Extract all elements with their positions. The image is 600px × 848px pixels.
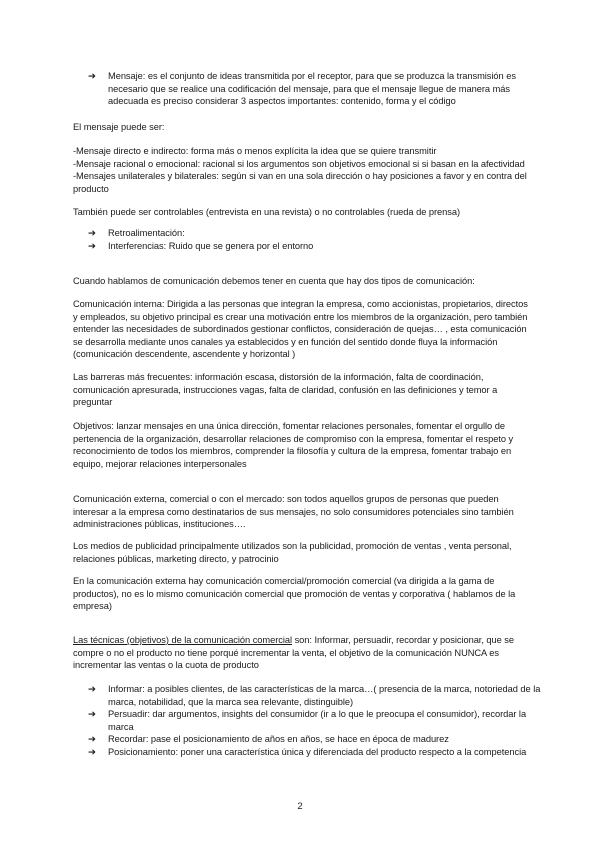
comunicacion-comercial: En la comunicación externa hay comunicación comercial/promoción comercial (va dirigida a la gama de productos), no es lo mismo comunicación comercial que promoción de ventas y corporativa ( hablamos de la empresa) — [73, 576, 516, 612]
arrow-icon: ➔ — [88, 240, 96, 251]
barreras: Las barreras más frecuentes: información escasa, distorsión de la información, falta de coordinación, comunicación apresurada, instrucciones vagas, falta de claridad, confusión en las definiciones y temor a preguntar — [73, 372, 498, 408]
bullet-informar — [88, 683, 548, 708]
page-number: 2 — [297, 801, 303, 812]
bullet-persuadir — [88, 708, 548, 733]
bullet-retroalimentacion — [88, 227, 548, 240]
bullet-text: Recordar: pase el posicionamiento de años en años, se hace en época de madurez — [108, 734, 449, 745]
objetivos: Objetivos: lanzar mensajes en una única dirección, fomentar relaciones personales, fomentar el orgullo de pertenencia de la organización, desarrollar relaciones de compromiso con la empresa, fomentar el respeto y reconocimiento de todos los miembros, comprender la filosofía y cultura de la empresa, fomentar trabajo en equipo, mejorar relaciones interpersonales — [73, 421, 514, 469]
bullet-text: Persuadir: dar argumentos, insights del consumidor (ir a lo que le preocupa el consumidor), recordar la marca — [108, 709, 527, 732]
arrow-icon: ➔ — [88, 734, 96, 745]
medios: Los medios de publicidad principalmente utilizados son la publicidad, promoción de ventas , venta personal, relaciones públicas, marketing directo, y patrocinio — [73, 541, 512, 564]
tipo-mensaje-unilateral: -Mensajes unilaterales y bilaterales: según si van en una sola dirección o hay posiciones a favor y en contra del producto — [73, 171, 527, 194]
bullet-recordar — [88, 733, 548, 746]
dos-tipos: Cuando hablamos de comunicación debemos tener en cuenta que hay dos tipos de comunicación: — [73, 276, 475, 286]
bullet-interferencias — [88, 240, 548, 253]
bullet-text: : es el conjunto de ideas transmitida por el receptor, para que se produzca la transmisión es necesario que se realice una codificación del mensaje, para que el mensaje llegue de manera más adecuada es preciso considerar 3 aspectos importantes: contenido, forma y el código — [108, 71, 516, 107]
tipo-mensaje-racional: -Mensaje racional o emocional: racional si los argumentos son objetivos emocional si si basan en la afectividad — [73, 158, 525, 169]
arrow-icon: ➔ — [88, 747, 96, 757]
arrow-icon: ➔ — [88, 71, 96, 81]
bullet-text: Interferencias: Ruido que se genera por el entorno — [108, 240, 314, 251]
tecnicas-title: Las técnicas (objetivos) de la comunicación comercial — [73, 635, 293, 645]
bullet-text: Retroalimentación: — [108, 228, 185, 238]
bullet-mensaje — [88, 70, 548, 108]
bullet-label: Mensaje — [108, 71, 143, 81]
comunicacion-externa: Comunicación externa, comercial o con el mercado: son todos aquellos grupos de personas que pueden interesar a la empresa como destinatarios de sus mensajes, no solo consumidores potenciales sino también administraciones públicas, instituciones…. — [73, 494, 514, 530]
controlables: También puede ser controlables (entrevista en una revista) o no controlables (rueda de prensa) — [73, 207, 461, 217]
mensaje-puede-ser: El mensaje puede ser: — [73, 122, 165, 132]
comunicacion-interna: Comunicación interna: Dirigida a las personas que integran la empresa, como accionistas, propietarios, directos y empleados, su objetivo principal es crear una motivación entre los miembros de la organización, pero también entender las necesidades de subordinados gestionar conflictos, consideración de quejas… , esta comunicación se desarrolla mediante unos canales ya establecidos y en función del sentido donde fluya la información (comunicación descendente, ascendente y horizontal ) — [73, 299, 528, 360]
tecnicas-rest: son: Informar, persuadir, recordar y posicionar, que se compre o no el producto no tiene porqué incrementar la venta, el objetivo de la comunicación NUNCA es incrementar las ventas o la cuota de producto — [73, 635, 515, 671]
tipo-mensaje-directo: -Mensaje directo e indirecto: forma más o menos explícita la idea que se quiere transmitir — [73, 146, 437, 156]
arrow-icon: ➔ — [88, 709, 96, 720]
tecnicas — [73, 634, 531, 672]
bullet-text: Informar: a posibles clientes, de las características de la marca…( presencia de la marca, notoriedad de la marca, notabilidad, que la marca sea relevante, distinguible) — [108, 684, 541, 707]
arrow-icon: ➔ — [88, 684, 96, 694]
bullet-posicionamiento — [88, 746, 548, 759]
arrow-icon: ➔ — [88, 228, 96, 238]
bullet-text: Posicionamiento: poner una característica única y diferenciada del producto respecto a la competencia — [108, 747, 527, 757]
